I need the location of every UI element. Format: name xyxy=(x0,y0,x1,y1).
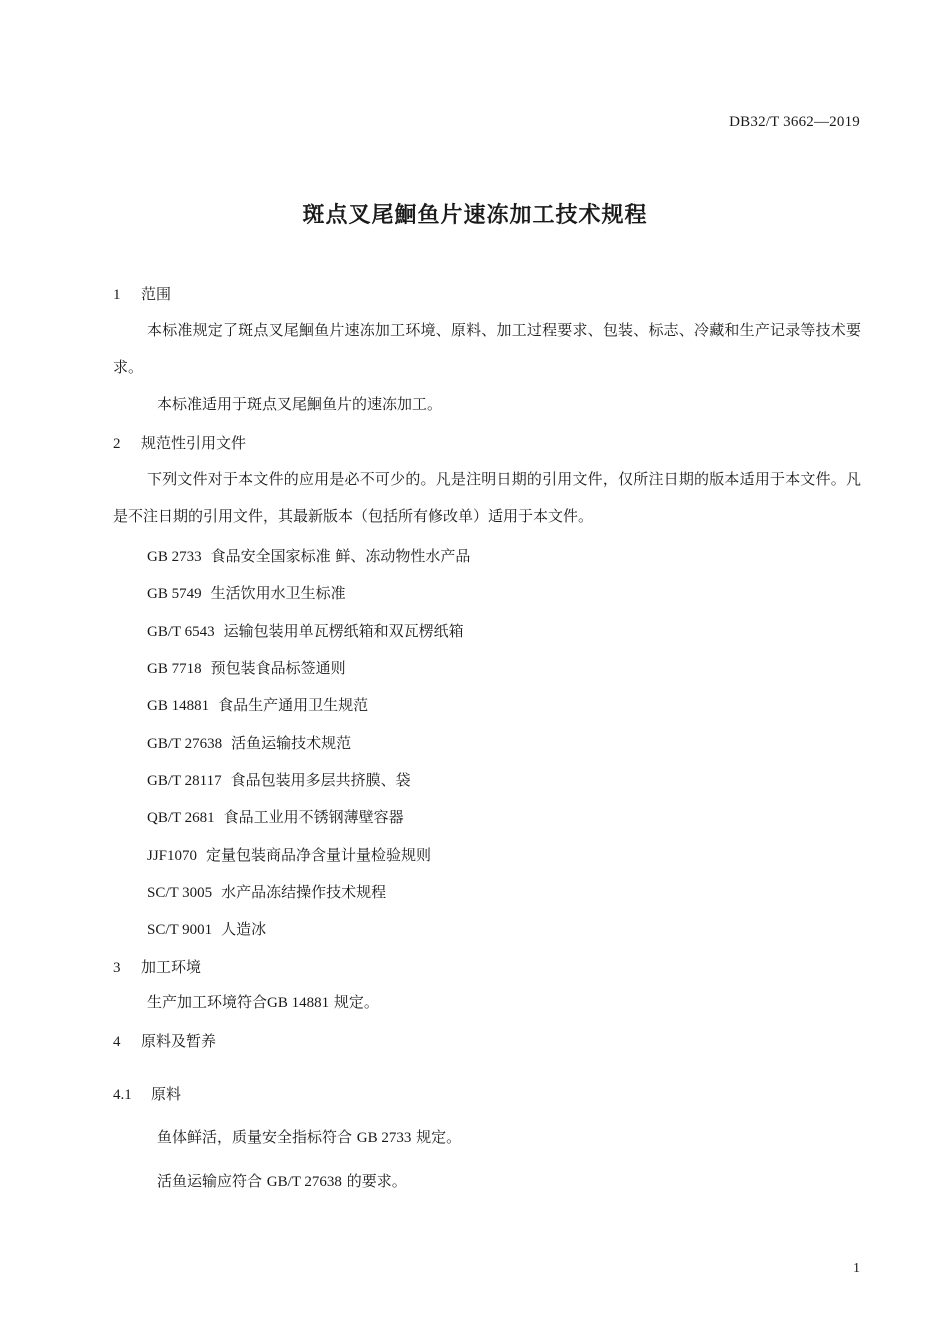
section-1-paragraph-applicability: 本标准适用于斑点叉尾鮰鱼片的速冻加工。 xyxy=(157,395,443,413)
text-segment: 规定。 xyxy=(411,1128,462,1146)
standard-code: GB 2733 xyxy=(356,1130,412,1146)
subsection-title: 原料 xyxy=(151,1085,182,1103)
section-number: 4 xyxy=(113,1034,121,1050)
subsection-4-1-paragraph-transport xyxy=(157,1163,407,1201)
reference-item xyxy=(147,881,386,902)
reference-code: GB/T 6543 xyxy=(147,624,215,640)
subsection-4-1-heading xyxy=(113,1083,181,1104)
section-number: 1 xyxy=(113,287,121,303)
reference-name: 食品安全国家标准 鲜、冻动物性水产品 xyxy=(210,547,471,565)
reference-code: GB/T 27638 xyxy=(147,736,223,752)
reference-name: 生活饮用水卫生标准 xyxy=(210,584,346,602)
reference-item xyxy=(147,732,351,753)
reference-code: SC/T 9001 xyxy=(147,922,213,938)
reference-code: GB 14881 xyxy=(147,698,210,714)
reference-item xyxy=(147,769,411,790)
reference-item xyxy=(147,620,464,641)
reference-code: JJF1070 xyxy=(147,848,198,864)
section-number: 2 xyxy=(113,436,121,452)
subsection-4-1-paragraph-quality xyxy=(157,1119,461,1157)
reference-name: 食品工业用不锈钢薄壁容器 xyxy=(223,808,404,826)
section-title: 原料及暂养 xyxy=(141,1032,217,1050)
reference-item xyxy=(147,918,266,939)
reference-code: QB/T 2681 xyxy=(147,810,215,826)
reference-name: 定量包装商品净含量计量检验规则 xyxy=(206,846,432,864)
section-1-heading xyxy=(113,283,171,304)
standard-code: GB/T 27638 xyxy=(266,1174,342,1190)
section-4-heading xyxy=(113,1030,216,1051)
reference-name: 水产品冻结操作技术规程 xyxy=(221,883,387,901)
reference-item xyxy=(147,545,470,566)
section-1-paragraph-scope: 本标准规定了斑点叉尾鮰鱼片速冻加工环境、原料、加工过程要求、包装、标志、冷藏和生产记录等技术要求。 xyxy=(113,321,861,376)
document-title: 斑点叉尾鮰鱼片速冻加工技术规程 xyxy=(302,203,648,228)
text-segment: 鱼体鲜活，质量安全指标符合 xyxy=(157,1128,357,1146)
reference-code: GB/T 28117 xyxy=(147,773,222,789)
reference-name: 运输包装用单瓦楞纸箱和双瓦楞纸箱 xyxy=(223,622,464,640)
reference-code: GB 5749 xyxy=(147,586,202,602)
reference-name: 食品包装用多层共挤膜、袋 xyxy=(230,771,411,789)
reference-item xyxy=(147,694,368,715)
reference-name: 人造冰 xyxy=(221,920,267,938)
page-number: 1 xyxy=(853,1261,860,1276)
section-3-heading xyxy=(113,956,201,977)
section-2-heading xyxy=(113,432,246,453)
reference-name: 活鱼运输技术规范 xyxy=(231,734,352,752)
standard-code: GB 14881 xyxy=(267,995,330,1011)
reference-item xyxy=(147,806,404,827)
reference-item xyxy=(147,582,346,603)
reference-item xyxy=(147,844,431,865)
section-title: 范围 xyxy=(141,285,172,303)
text-segment: 活鱼运输应符合 xyxy=(157,1172,267,1190)
text-segment: 的要求。 xyxy=(341,1172,407,1190)
reference-code: GB 2733 xyxy=(147,549,202,565)
document-code-header: DB32/T 3662—2019 xyxy=(729,114,860,130)
section-title: 规范性引用文件 xyxy=(141,434,247,452)
subsection-number: 4.1 xyxy=(113,1087,132,1103)
section-2-paragraph-intro: 下列文件对于本文件的应用是必不可少的。凡是注明日期的引用文件，仅所注日期的版本适用于本文件。凡是不注日期的引用文件，其最新版本（包括所有修改单）适用于本文件。 xyxy=(113,470,861,525)
reference-name: 预包装食品标签通则 xyxy=(210,659,346,677)
section-number: 3 xyxy=(113,960,121,976)
reference-name: 食品生产通用卫生规范 xyxy=(218,696,369,714)
text-segment: 生产加工环境符合 xyxy=(147,993,268,1011)
reference-code: SC/T 3005 xyxy=(147,885,213,901)
reference-item xyxy=(147,657,346,678)
text-segment: 规定。 xyxy=(329,993,379,1011)
section-3-paragraph xyxy=(147,984,379,1022)
section-title: 加工环境 xyxy=(141,958,202,976)
reference-code: GB 7718 xyxy=(147,661,202,677)
